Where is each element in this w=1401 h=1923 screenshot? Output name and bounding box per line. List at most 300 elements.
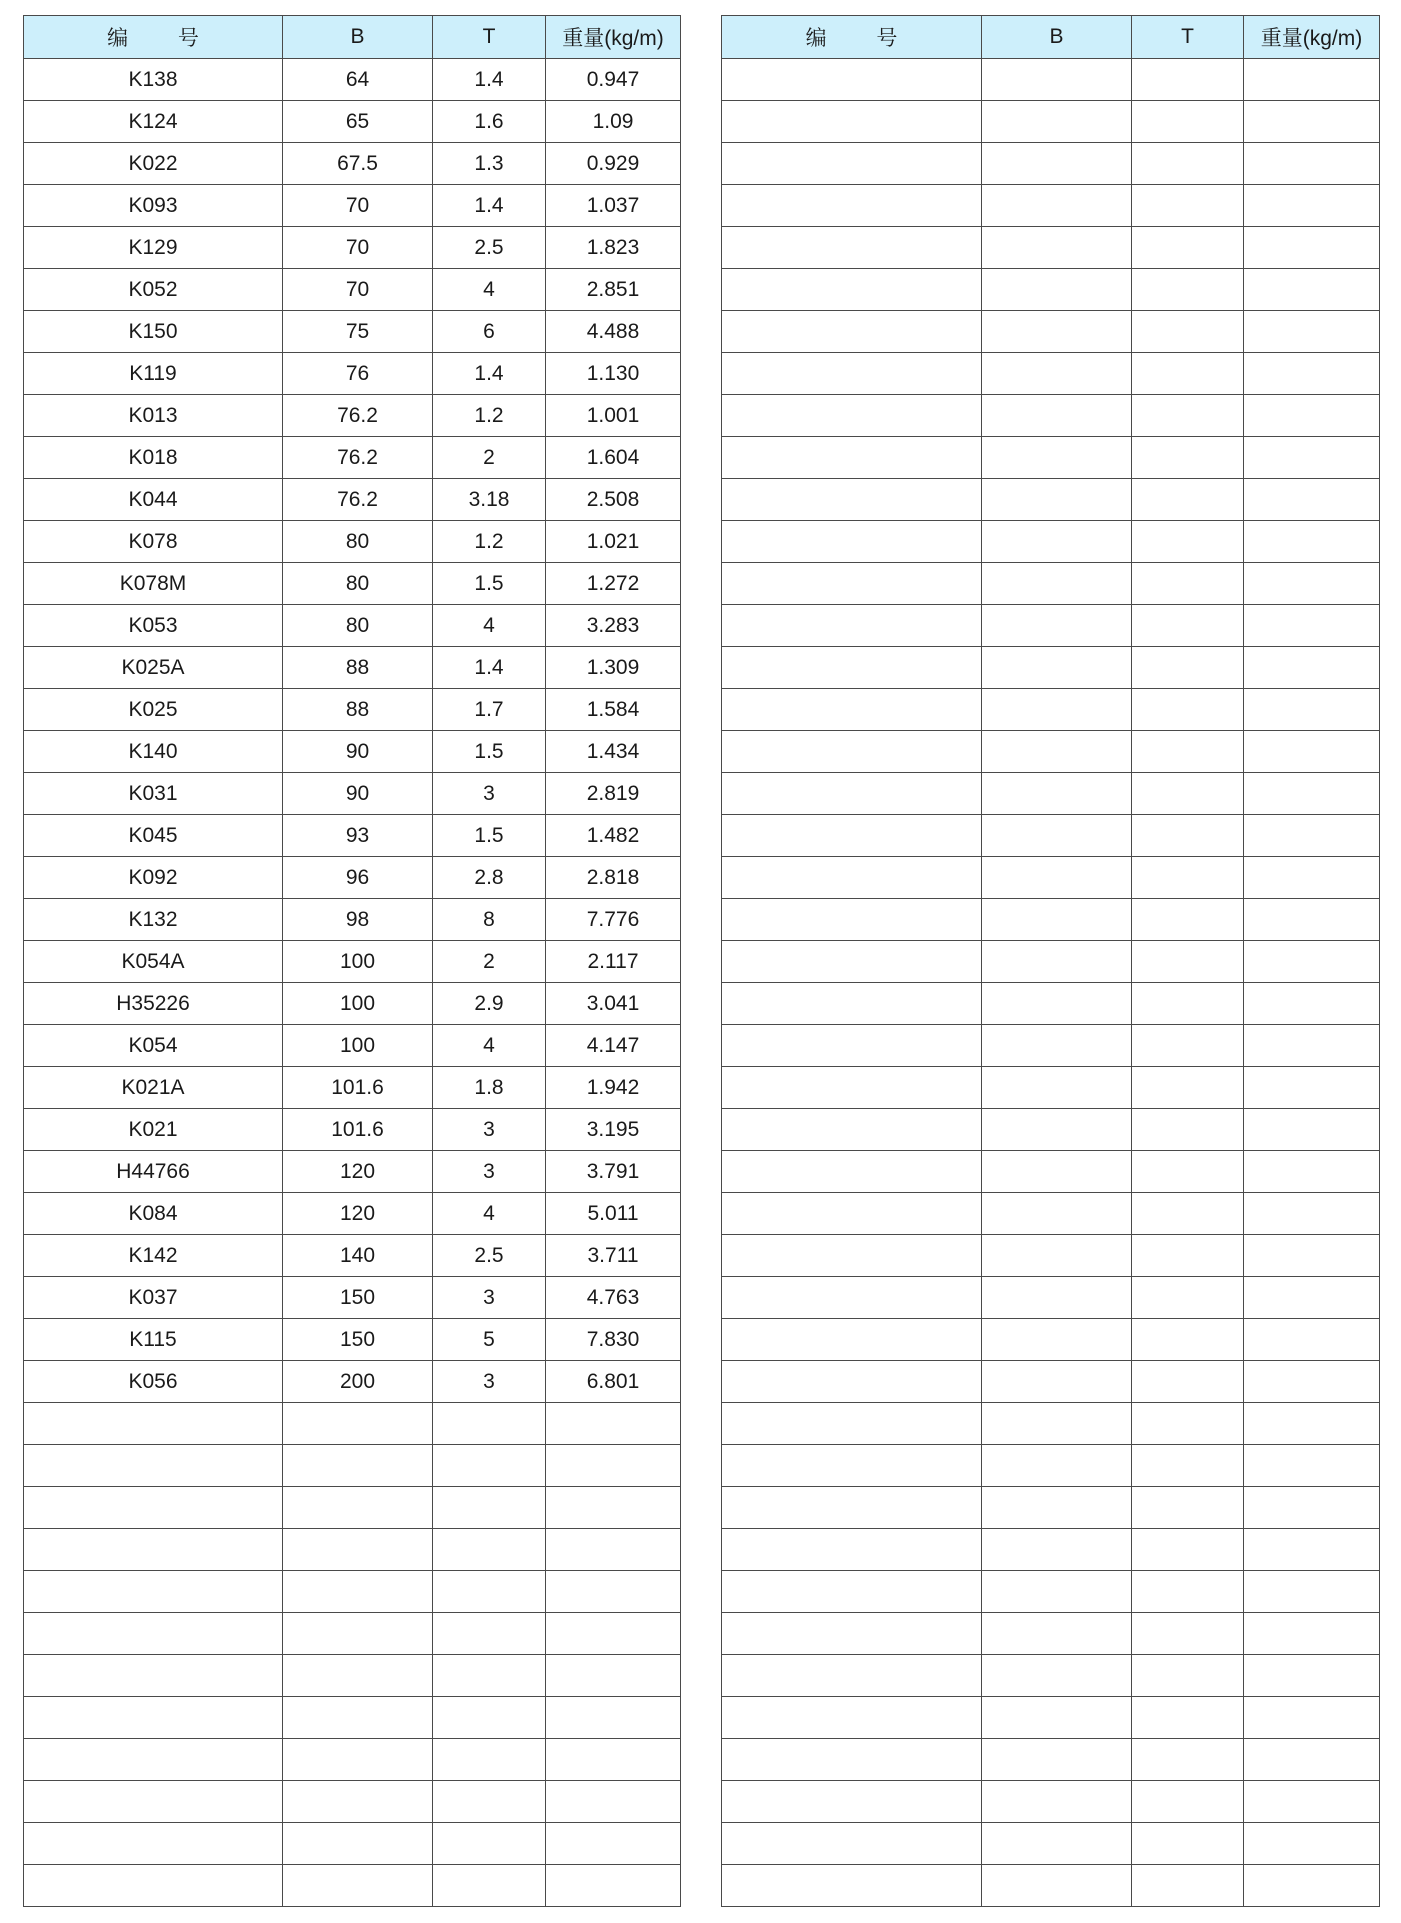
cell-code [722,101,982,143]
cell-b: 101.6 [283,1109,433,1151]
cell-t [1132,353,1244,395]
cell-t: 1.5 [433,731,546,773]
cell-weight: 2.818 [546,857,681,899]
cell-b [283,1697,433,1739]
cell-code [722,1697,982,1739]
cell-t: 1.6 [433,101,546,143]
cell-weight [1244,647,1380,689]
cell-t: 1.4 [433,647,546,689]
cell-b: 98 [283,899,433,941]
cell-weight [1244,1571,1380,1613]
cell-weight [546,1613,681,1655]
empty-table-row [722,983,1380,1025]
cell-t [433,1781,546,1823]
cell-t [1132,1319,1244,1361]
cell-code: K093 [24,185,283,227]
cell-t [1132,1781,1244,1823]
cell-t [433,1613,546,1655]
cell-b [982,437,1132,479]
cell-code [24,1613,283,1655]
empty-table-row [722,1109,1380,1151]
cell-weight: 1.001 [546,395,681,437]
cell-b [982,185,1132,227]
empty-table-row [722,647,1380,689]
cell-t: 3.18 [433,479,546,521]
cell-code [722,815,982,857]
cell-code [722,1067,982,1109]
cell-weight [546,1445,681,1487]
cell-t [1132,1277,1244,1319]
cell-t [1132,1571,1244,1613]
cell-t [433,1487,546,1529]
cell-weight [1244,353,1380,395]
cell-b [283,1571,433,1613]
cell-b: 100 [283,941,433,983]
cell-b: 96 [283,857,433,899]
cell-b: 64 [283,59,433,101]
cell-code [24,1445,283,1487]
cell-b: 76 [283,353,433,395]
empty-table-row [722,941,1380,983]
cell-b: 90 [283,773,433,815]
cell-t [433,1739,546,1781]
empty-table-row [722,1193,1380,1235]
empty-table-row [722,227,1380,269]
cell-t [1132,731,1244,773]
cell-b [283,1739,433,1781]
empty-table-row [722,1403,1380,1445]
cell-code [24,1781,283,1823]
cell-t [433,1655,546,1697]
cell-t [1132,647,1244,689]
cell-t [433,1571,546,1613]
table-row [24,983,681,1025]
cell-code [722,269,982,311]
cell-weight: 3.711 [546,1235,681,1277]
cell-t [1132,1025,1244,1067]
empty-table-row [722,1361,1380,1403]
cell-weight [1244,689,1380,731]
cell-t: 3 [433,773,546,815]
cell-code [722,1823,982,1865]
table-row [24,1067,681,1109]
cell-code [722,773,982,815]
table-row [24,311,681,353]
cell-weight [1244,1109,1380,1151]
cell-weight: 1.604 [546,437,681,479]
table-body [722,59,1380,1907]
cell-code: H44766 [24,1151,283,1193]
cell-code: K078 [24,521,283,563]
cell-code [722,437,982,479]
cell-b [982,1277,1132,1319]
cell-b: 75 [283,311,433,353]
cell-weight [1244,227,1380,269]
empty-table-row [24,1739,681,1781]
cell-t [1132,1529,1244,1571]
table-row [24,731,681,773]
cell-b: 200 [283,1361,433,1403]
cell-weight: 2.117 [546,941,681,983]
empty-table-row [24,1613,681,1655]
cell-code: K044 [24,479,283,521]
cell-b [982,1613,1132,1655]
table-row [24,437,681,479]
empty-table-row [24,1487,681,1529]
cell-weight [1244,731,1380,773]
cell-t [1132,143,1244,185]
cell-b: 88 [283,647,433,689]
cell-b [982,899,1132,941]
cell-b: 140 [283,1235,433,1277]
cell-b [982,647,1132,689]
cell-b: 76.2 [283,395,433,437]
cell-t: 3 [433,1109,546,1151]
cell-weight [546,1529,681,1571]
cell-t: 4 [433,1025,546,1067]
empty-table-row [24,1655,681,1697]
cell-weight: 4.763 [546,1277,681,1319]
header-weight: 重量(kg/m) [546,16,681,59]
header-row [722,16,1380,59]
cell-code: K021A [24,1067,283,1109]
cell-b [982,143,1132,185]
cell-t: 1.4 [433,185,546,227]
cell-weight: 1.021 [546,521,681,563]
cell-code [722,731,982,773]
empty-table-row [24,1529,681,1571]
table-row [24,941,681,983]
empty-table-row [722,1613,1380,1655]
cell-weight [1244,1823,1380,1865]
cell-b: 80 [283,605,433,647]
cell-t [1132,395,1244,437]
cell-t [1132,185,1244,227]
cell-t: 1.3 [433,143,546,185]
cell-code: K045 [24,815,283,857]
cell-b [982,983,1132,1025]
empty-table-row [722,1277,1380,1319]
header-code: 编 号 [722,16,982,59]
cell-weight: 3.791 [546,1151,681,1193]
cell-weight [1244,1025,1380,1067]
cell-weight: 1.482 [546,815,681,857]
cell-code [722,1613,982,1655]
cell-b [982,311,1132,353]
cell-t: 1.4 [433,59,546,101]
cell-weight [1244,1361,1380,1403]
cell-b: 76.2 [283,479,433,521]
cell-b: 90 [283,731,433,773]
cell-code [24,1823,283,1865]
table-row [24,143,681,185]
cell-weight [1244,185,1380,227]
cell-b [982,59,1132,101]
cell-weight: 2.851 [546,269,681,311]
cell-b [982,227,1132,269]
cell-b [982,395,1132,437]
cell-weight [1244,1781,1380,1823]
cell-b [982,1361,1132,1403]
cell-b [982,101,1132,143]
empty-table-row [722,185,1380,227]
empty-table-row [722,1865,1380,1907]
cell-code: K119 [24,353,283,395]
cell-t [1132,815,1244,857]
cell-code [722,1571,982,1613]
cell-t: 2.5 [433,1235,546,1277]
table-row [24,185,681,227]
cell-weight [1244,1193,1380,1235]
empty-table-row [722,563,1380,605]
cell-weight [1244,1235,1380,1277]
cell-code: K056 [24,1361,283,1403]
cell-code [722,1529,982,1571]
cell-t [433,1865,546,1907]
cell-code [722,1277,982,1319]
empty-table-row [722,311,1380,353]
cell-weight [1244,521,1380,563]
table-row [24,899,681,941]
cell-code: K025 [24,689,283,731]
header-row [24,16,681,59]
cell-t: 3 [433,1151,546,1193]
table-row [24,563,681,605]
cell-t [1132,227,1244,269]
empty-table-row [722,1571,1380,1613]
cell-code: K025A [24,647,283,689]
table-row [24,689,681,731]
cell-t [1132,1613,1244,1655]
empty-table-row [722,269,1380,311]
cell-code [722,1025,982,1067]
cell-code: K021 [24,1109,283,1151]
cell-weight [1244,899,1380,941]
cell-b [982,479,1132,521]
cell-t [1132,479,1244,521]
cell-t [1132,311,1244,353]
cell-b [982,1781,1132,1823]
cell-weight [546,1697,681,1739]
cell-code: K092 [24,857,283,899]
cell-code [722,1403,982,1445]
cell-t: 4 [433,269,546,311]
cell-weight [1244,59,1380,101]
cell-b: 120 [283,1193,433,1235]
cell-b [982,1865,1132,1907]
cell-b [982,1067,1132,1109]
cell-code [722,899,982,941]
empty-table-row [722,395,1380,437]
cell-code: K037 [24,1277,283,1319]
empty-table-row [722,1445,1380,1487]
cell-b [982,857,1132,899]
spec-table-right [721,15,1380,1907]
table-row [24,815,681,857]
header-t: T [1132,16,1244,59]
empty-table-row [24,1865,681,1907]
table-row [24,647,681,689]
cell-t [1132,101,1244,143]
cell-t: 1.2 [433,395,546,437]
cell-b [982,1235,1132,1277]
cell-weight [1244,479,1380,521]
cell-b: 101.6 [283,1067,433,1109]
cell-code [722,1319,982,1361]
cell-t [1132,1403,1244,1445]
cell-code [24,1571,283,1613]
cell-t: 4 [433,605,546,647]
cell-weight: 1.942 [546,1067,681,1109]
cell-weight: 1.130 [546,353,681,395]
cell-t: 3 [433,1361,546,1403]
cell-b [982,1571,1132,1613]
empty-table-row [722,605,1380,647]
cell-t: 4 [433,1193,546,1235]
cell-code: K138 [24,59,283,101]
cell-code [24,1487,283,1529]
cell-code [722,227,982,269]
cell-code [722,563,982,605]
cell-b [283,1613,433,1655]
cell-weight [1244,857,1380,899]
cell-b [982,731,1132,773]
cell-b [982,689,1132,731]
cell-b [982,1403,1132,1445]
cell-weight [546,1865,681,1907]
cell-weight [1244,1403,1380,1445]
cell-code [722,605,982,647]
cell-t: 5 [433,1319,546,1361]
cell-b [982,815,1132,857]
cell-b [982,1739,1132,1781]
cell-code: K140 [24,731,283,773]
cell-code [24,1739,283,1781]
cell-code: K129 [24,227,283,269]
empty-table-row [24,1445,681,1487]
empty-table-row [24,1571,681,1613]
empty-table-row [722,1529,1380,1571]
table-row [24,1361,681,1403]
cell-t [1132,1697,1244,1739]
cell-t: 1.5 [433,815,546,857]
header-b: B [283,16,433,59]
table-row [24,1025,681,1067]
cell-b [283,1655,433,1697]
cell-b [982,1025,1132,1067]
empty-table-row [722,857,1380,899]
cell-b [982,1151,1132,1193]
cell-code: K132 [24,899,283,941]
cell-b [283,1781,433,1823]
cell-weight [1244,1277,1380,1319]
cell-code: K018 [24,437,283,479]
cell-weight [1244,395,1380,437]
cell-code [722,857,982,899]
cell-t [1132,1739,1244,1781]
cell-weight: 0.929 [546,143,681,185]
cell-b: 70 [283,185,433,227]
cell-t [1132,521,1244,563]
cell-t: 2 [433,437,546,479]
table-row [24,269,681,311]
cell-b [982,563,1132,605]
cell-code [722,1193,982,1235]
cell-b: 80 [283,563,433,605]
cell-b [283,1823,433,1865]
cell-weight: 6.801 [546,1361,681,1403]
table-row [24,1193,681,1235]
empty-table-row [722,353,1380,395]
cell-code: K053 [24,605,283,647]
table-row [24,479,681,521]
table-row [24,395,681,437]
empty-table-row [722,1823,1380,1865]
cell-code: K031 [24,773,283,815]
cell-b: 150 [283,1277,433,1319]
cell-code: K150 [24,311,283,353]
cell-code [24,1865,283,1907]
cell-code: H35226 [24,983,283,1025]
cell-b [982,1445,1132,1487]
table-row [24,1109,681,1151]
cell-t [1132,773,1244,815]
cell-b [283,1445,433,1487]
cell-code [722,1781,982,1823]
cell-b: 100 [283,983,433,1025]
cell-weight [1244,1697,1380,1739]
cell-code [24,1655,283,1697]
cell-b [283,1865,433,1907]
cell-weight: 1.309 [546,647,681,689]
cell-t [1132,1361,1244,1403]
cell-b [283,1529,433,1571]
cell-code [722,395,982,437]
cell-weight [1244,1487,1380,1529]
cell-b: 65 [283,101,433,143]
cell-t [1132,941,1244,983]
cell-code [722,1865,982,1907]
cell-t [433,1823,546,1865]
cell-weight [1244,563,1380,605]
cell-code [722,941,982,983]
cell-b [982,1487,1132,1529]
cell-b [982,605,1132,647]
header-weight: 重量(kg/m) [1244,16,1380,59]
cell-code: K022 [24,143,283,185]
cell-b [982,1697,1132,1739]
header-b: B [982,16,1132,59]
cell-weight: 1.823 [546,227,681,269]
cell-t [1132,1865,1244,1907]
empty-table-row [722,1025,1380,1067]
cell-b [982,269,1132,311]
cell-t [433,1445,546,1487]
cell-code: K054 [24,1025,283,1067]
cell-code [722,647,982,689]
cell-code [722,59,982,101]
header-t: T [433,16,546,59]
cell-code [24,1529,283,1571]
cell-b [982,1193,1132,1235]
empty-table-row [722,1319,1380,1361]
cell-t [1132,1151,1244,1193]
cell-code [722,311,982,353]
cell-t [1132,437,1244,479]
cell-weight: 2.819 [546,773,681,815]
cell-weight: 1.09 [546,101,681,143]
cell-t [1132,1235,1244,1277]
